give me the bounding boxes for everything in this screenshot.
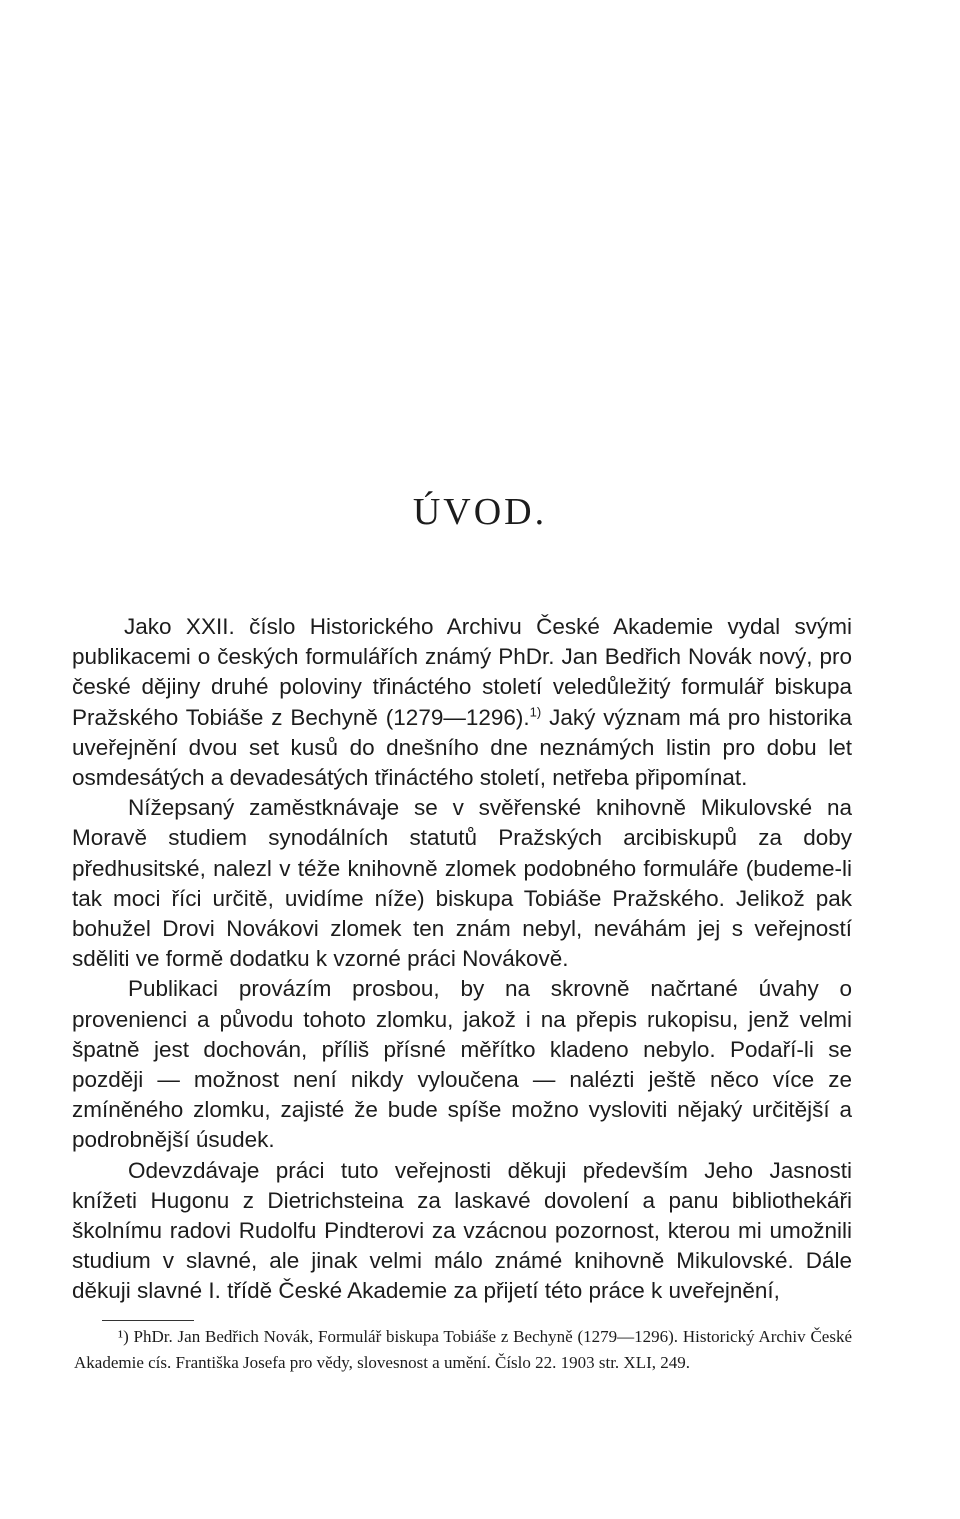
paragraph-1-continuation: Jaký význam má pro historika uveřejnění dvou set kusů do dnešního dne neznámých listin pro dobu let osmdesátých a devadesátých třináctého století, netřeba připomínat. [72, 704, 852, 791]
footnote-reference: 1) [529, 704, 542, 720]
paragraph-1-text: Jako XXII. číslo Historického Archivu České Akademie vydal svými publikacemi o českých formulářích známý PhDr. Jan Bedřich Novák nový, pro české dějiny druhé poloviny třináctého století veledůležitý formulář biskupa Pražského Tobiáše z Bechyně (1279—1296). [72, 614, 852, 730]
footnote [74, 1324, 852, 1376]
footnote-paragraph [74, 1324, 852, 1376]
footnote-divider [102, 1320, 194, 1321]
paragraph-1 [72, 612, 852, 793]
paragraph-4: Odevzdávaje práci tuto veřejnosti děkuji především Jeho Jasnosti knížeti Hugonu z Dietrichsteina za laskavé dovolení a panu bibliothekáři školnímu radovi Rudolfu Pindterovi za vzácnou pozornost, kterou mi umožnili studium v slavné, ale jinak velmi málo známé knihovně Mikulovské. Dále děkuji slavné I. třídě České Akademie za přijetí této práce k uveřejnění, [72, 1157, 852, 1304]
main-text [72, 612, 852, 1307]
paragraph-3: Publikaci provázím prosbou, by na skrovně načrtané úvahy o provenienci a původu tohoto zlomku, jakož i na přepis rukopisu, jenž velmi špatně jest dochován, příliš přísné měřítko kladeno nebylo. Podaří-li se později — možnost není nikdy vyloučena — nalézti ještě něco více ze zmíněného zlomku, zajisté že bude spíše možno vysloviti nějaký určitější a podrobnější úsudek. [72, 976, 852, 1153]
page-title: ÚVOD. [412, 491, 548, 533]
footnote-mark: ¹) [118, 1327, 129, 1346]
paragraph-2: Nížepsaný zaměstknávaje se v svěřenské knihovně Mikulovské na Moravě studiem synodálních statutů Pražských arcibiskupů za doby předhusitské, nalezl v téže knihovně zlomek podobného formuláře (budeme-li tak moci říci určitě, uvidíme níže) biskupa Tobiáše Pražského. Jelikož pak bohužel Drovi Novákovi zlomek ten znám nebyl, neváhám jej s veřejností sděliti ve formě dodatku k vzorné práci Novákově. [72, 795, 852, 972]
footnote-text: PhDr. Jan Bedřich Novák, Formulář biskupa Tobiáše z Bechyně (1279—1296). Historický Archiv České Akademie cís. Františka Josefa pro vědy, slovesnost a umění. Číslo 22. 1903 str. XLI, 249. [74, 1327, 852, 1372]
